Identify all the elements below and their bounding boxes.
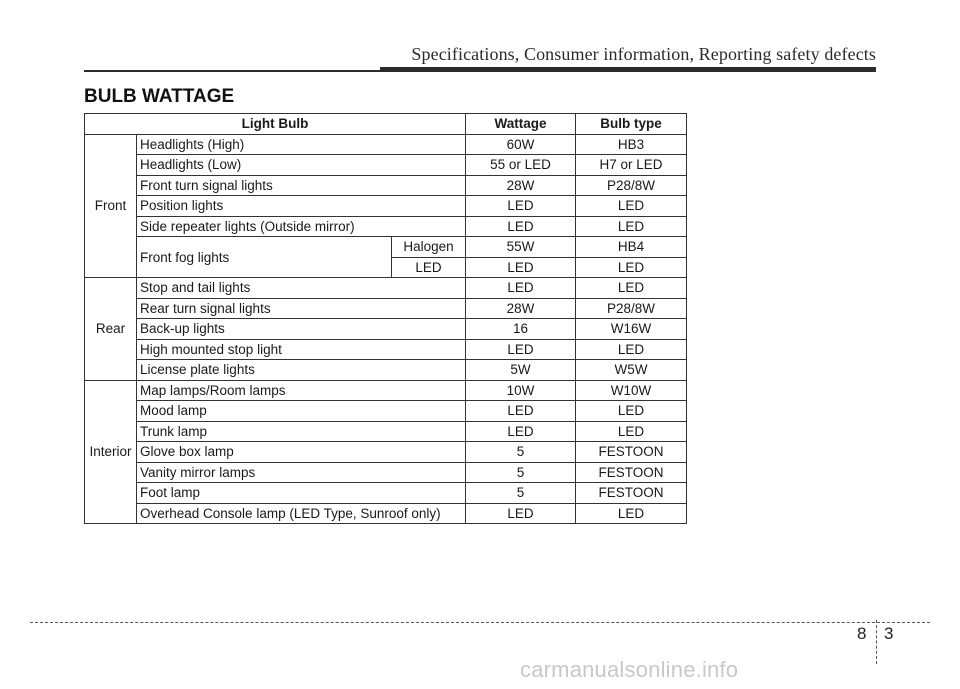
table-header-row	[85, 114, 687, 135]
bulb-subtype: Halogen	[392, 237, 466, 258]
bulb-name: Foot lamp	[137, 483, 466, 504]
header-rule	[84, 70, 876, 72]
bulb-type: H7 or LED	[576, 155, 687, 176]
bulb-name: High mounted stop light	[137, 339, 466, 360]
footer-rule	[30, 622, 930, 623]
table-row	[85, 462, 687, 483]
bulb-wattage: 5	[466, 462, 576, 483]
table-row	[85, 216, 687, 237]
bulb-name: Front turn signal lights	[137, 175, 466, 196]
bulb-wattage: 60W	[466, 134, 576, 155]
bulb-type: HB4	[576, 237, 687, 258]
table-row	[85, 155, 687, 176]
group-front: Front	[85, 134, 137, 278]
bulb-type: FESTOON	[576, 483, 687, 504]
group-rear: Rear	[85, 278, 137, 381]
bulb-wattage: 28W	[466, 298, 576, 319]
chapter-number: 8	[857, 624, 867, 643]
bulb-wattage: LED	[466, 257, 576, 278]
table-row	[85, 134, 687, 155]
bulb-wattage: 28W	[466, 175, 576, 196]
bulb-type: W5W	[576, 360, 687, 381]
bulb-type: W16W	[576, 319, 687, 340]
bulb-type: W10W	[576, 380, 687, 401]
bulb-type: LED	[576, 503, 687, 524]
bulb-type: P28/8W	[576, 298, 687, 319]
bulb-wattage: LED	[466, 196, 576, 217]
bulb-type: LED	[576, 401, 687, 422]
bulb-wattage: LED	[466, 421, 576, 442]
bulb-type: FESTOON	[576, 442, 687, 463]
bulb-name: Vanity mirror lamps	[137, 462, 466, 483]
bulb-type: LED	[576, 278, 687, 299]
bulb-wattage: LED	[466, 503, 576, 524]
bulb-name: Rear turn signal lights	[137, 298, 466, 319]
bulb-type: FESTOON	[576, 462, 687, 483]
bulb-name: Map lamps/Room lamps	[137, 380, 466, 401]
table-row	[85, 319, 687, 340]
bulb-type: LED	[576, 339, 687, 360]
table-row	[85, 175, 687, 196]
bulb-type: LED	[576, 421, 687, 442]
bulb-name: Stop and tail lights	[137, 278, 466, 299]
bulb-name: Back-up lights	[137, 319, 466, 340]
bulb-name: Mood lamp	[137, 401, 466, 422]
watermark: carmanualsonline.info	[520, 657, 739, 682]
bulb-wattage: LED	[466, 216, 576, 237]
bulb-wattage: 55 or LED	[466, 155, 576, 176]
bulb-type: LED	[576, 196, 687, 217]
table-row	[85, 380, 687, 401]
bulb-wattage: 5W	[466, 360, 576, 381]
bulb-subtype: LED	[392, 257, 466, 278]
bulb-wattage: 5	[466, 483, 576, 504]
page-number: 3	[884, 624, 894, 643]
table-row	[85, 483, 687, 504]
table-row	[85, 503, 687, 524]
header-wattage: Wattage	[466, 114, 576, 135]
bulb-wattage-table	[84, 113, 687, 524]
bulb-wattage: LED	[466, 339, 576, 360]
bulb-wattage: LED	[466, 401, 576, 422]
header-light-bulb: Light Bulb	[85, 114, 466, 135]
table-row	[85, 278, 687, 299]
table-row	[85, 360, 687, 381]
bulb-name: Headlights (Low)	[137, 155, 466, 176]
bulb-wattage: 10W	[466, 380, 576, 401]
bulb-name: Trunk lamp	[137, 421, 466, 442]
bulb-wattage: 5	[466, 442, 576, 463]
page-number-separator	[876, 620, 877, 664]
bulb-name: License plate lights	[137, 360, 466, 381]
bulb-name: Side repeater lights (Outside mirror)	[137, 216, 466, 237]
bulb-name: Overhead Console lamp (LED Type, Sunroof only)	[137, 503, 466, 524]
bulb-type: HB3	[576, 134, 687, 155]
bulb-type: LED	[576, 216, 687, 237]
table-row	[85, 196, 687, 217]
bulb-type: P28/8W	[576, 175, 687, 196]
group-interior: Interior	[85, 380, 137, 524]
bulb-name: Front fog lights	[137, 237, 392, 278]
header-title: Specifications, Consumer information, Reporting safety defects	[411, 44, 876, 64]
table-row	[85, 421, 687, 442]
table-row	[85, 237, 687, 258]
bulb-type: LED	[576, 257, 687, 278]
header-bulb-type: Bulb type	[576, 114, 687, 135]
table-row	[85, 442, 687, 463]
bulb-name: Position lights	[137, 196, 466, 217]
table-row	[85, 339, 687, 360]
bulb-name: Glove box lamp	[137, 442, 466, 463]
bulb-wattage: 55W	[466, 237, 576, 258]
table-row	[85, 401, 687, 422]
bulb-wattage: LED	[466, 278, 576, 299]
bulb-name: Headlights (High)	[137, 134, 466, 155]
bulb-wattage: 16	[466, 319, 576, 340]
table-row	[85, 298, 687, 319]
section-title: BULB WATTAGE	[84, 86, 235, 107]
